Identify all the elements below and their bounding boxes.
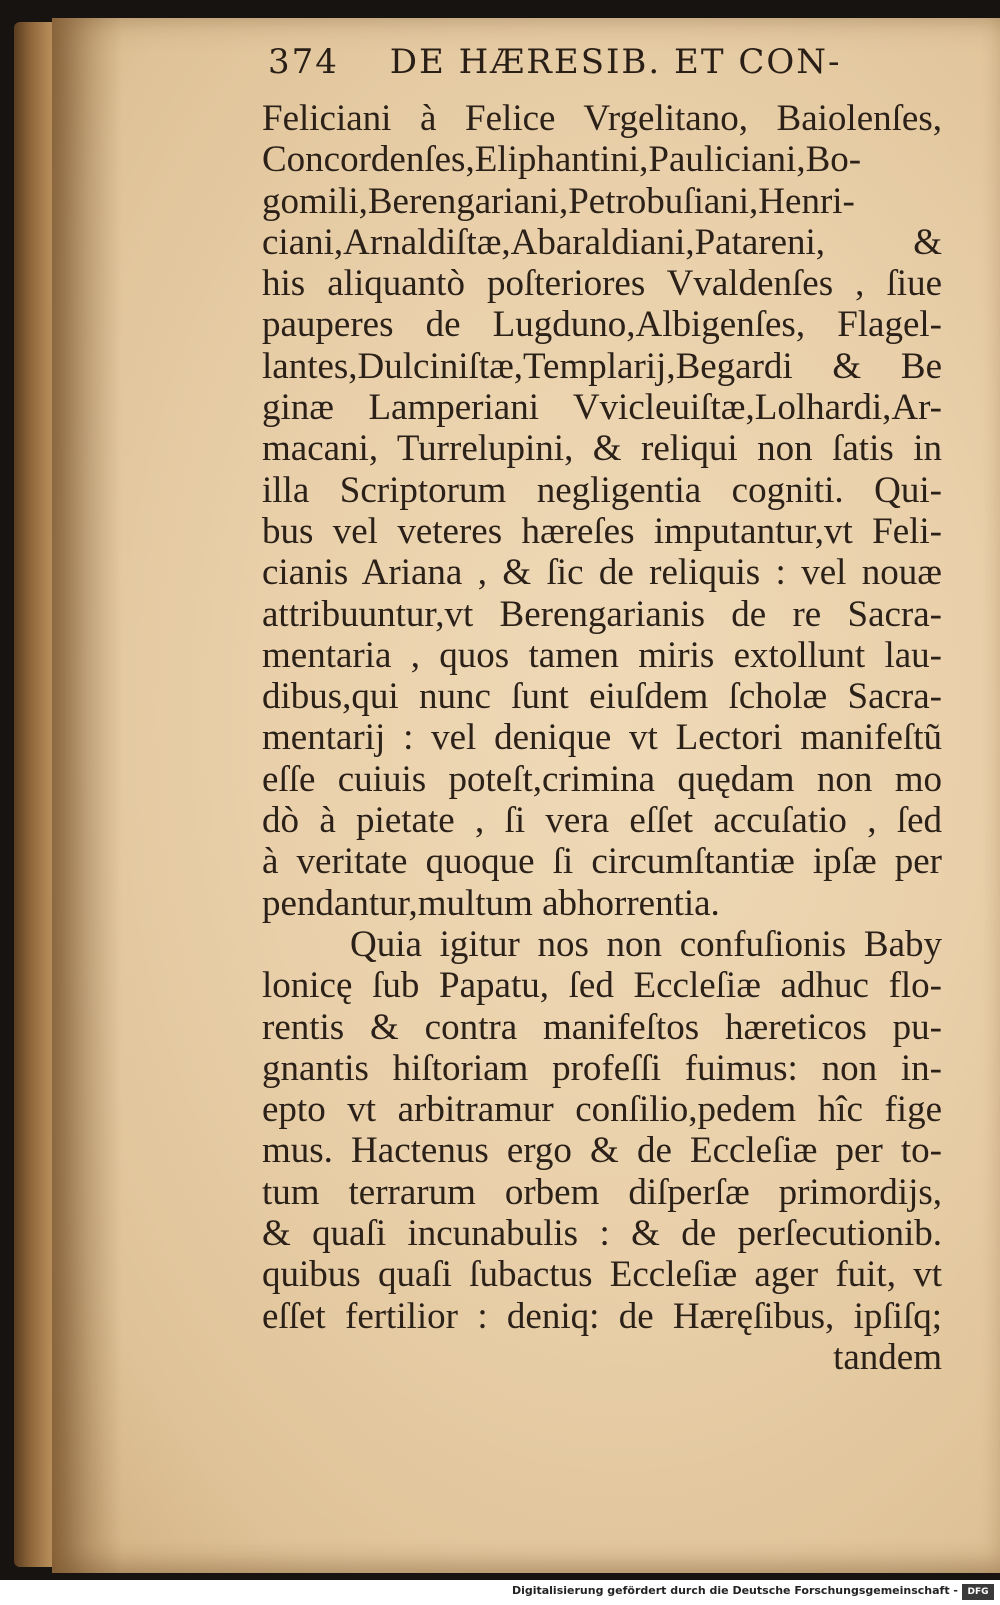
text-line: pendantur,multum abhorrentia. — [262, 882, 720, 924]
text-line: mentaria , quos tamen miris extollunt lau- — [262, 634, 942, 676]
funding-credit: Digitalisierung gefördert durch die Deutsche Forschungsgemeinschaft - — [511, 1584, 958, 1597]
text-line: Concordenſes,Eliphantini,Pauliciani,Bo- — [262, 139, 862, 181]
digitization-footer — [0, 1580, 1000, 1605]
text-line: bus vel veteres hæreſes imputantur,vt Feli- — [262, 510, 942, 552]
text-line: pauperes de Lugduno,Albigenſes, Flagel- — [262, 304, 942, 346]
text-line: Quia igitur nos non confuſionis Baby — [350, 923, 942, 965]
text-line: gnantis hiſtoriam profeſſi fuimus: non in- — [262, 1047, 942, 1089]
text-line: Feliciani à Felice Vrgelitano, Baiolenſes, — [262, 98, 942, 139]
text-line: illa Scriptorum negligentia cogniti. Qui- — [262, 469, 942, 511]
text-line: ciani,Arnaldiſtæ,Abaraldiani,Patareni, & — [262, 221, 942, 263]
text-line: tum terrarum orbem diſperſæ primordijs, — [262, 1171, 942, 1213]
dfg-logo: DFG — [962, 1584, 994, 1600]
text-line: ginæ Lamperiani Vvicleuiſtæ,Lolhardi,Ar- — [262, 387, 942, 429]
text-line: lonicę ſub Papatu, ſed Eccleſiæ adhuc flo- — [262, 965, 942, 1007]
text-line: cianis Ariana , & ſic de reliquis : vel nouæ — [262, 552, 942, 594]
gutter-shadow — [52, 18, 122, 1573]
text-line: epto vt arbitramur conſilio,pedem hîc fige — [262, 1089, 942, 1131]
text-line: gomili,Berengariani,Petrobuſiani,Henri- — [262, 180, 855, 222]
text-line: mentarij : vel denique vt Lectori manifeſtũ — [262, 717, 942, 759]
text-line: eſſe cuiuis poteſt,crimina quędam non mo — [262, 758, 942, 800]
text-line: dibus,qui nunc ſunt eiuſdem ſcholæ Sacra- — [262, 676, 942, 718]
text-line: eſſet fertilior : deniq: de Hæręſibus, ipſiſq; — [262, 1295, 942, 1337]
running-title: DE HÆRESIB. ET CON- — [389, 42, 842, 82]
running-header — [268, 42, 868, 82]
text-line: lantes,Dulciniſtæ,Templarij,Begardi & Be — [262, 345, 942, 387]
text-line: rentis & contra manifeſtos hæreticos pu- — [262, 1006, 942, 1048]
text-line: & quaſi incunabulis : & de perſecutionib. — [262, 1213, 942, 1255]
text-line: quibus quaſi ſubactus Eccleſiæ ager fuit, vt — [262, 1254, 942, 1296]
catchword: tandem — [833, 1336, 942, 1378]
body-text — [262, 98, 942, 1378]
text-line: à veritate quoque ſi circumſtantiæ ipſæ per — [262, 841, 942, 883]
page-number: 374 — [268, 42, 339, 82]
text-line: dò à pietate , ſi vera eſſet accuſatio , ſed — [262, 800, 942, 842]
text-line: mus. Hactenus ergo & de Eccleſiæ per to- — [262, 1130, 942, 1172]
text-line: his aliquantò poſteriores Vvaldenſes , ſiue — [262, 263, 942, 305]
text-line: macani, Turrelupini, & reliqui non ſatis in — [262, 428, 942, 470]
text-line: attribuuntur,vt Berengarianis de re Sacra- — [262, 593, 942, 635]
